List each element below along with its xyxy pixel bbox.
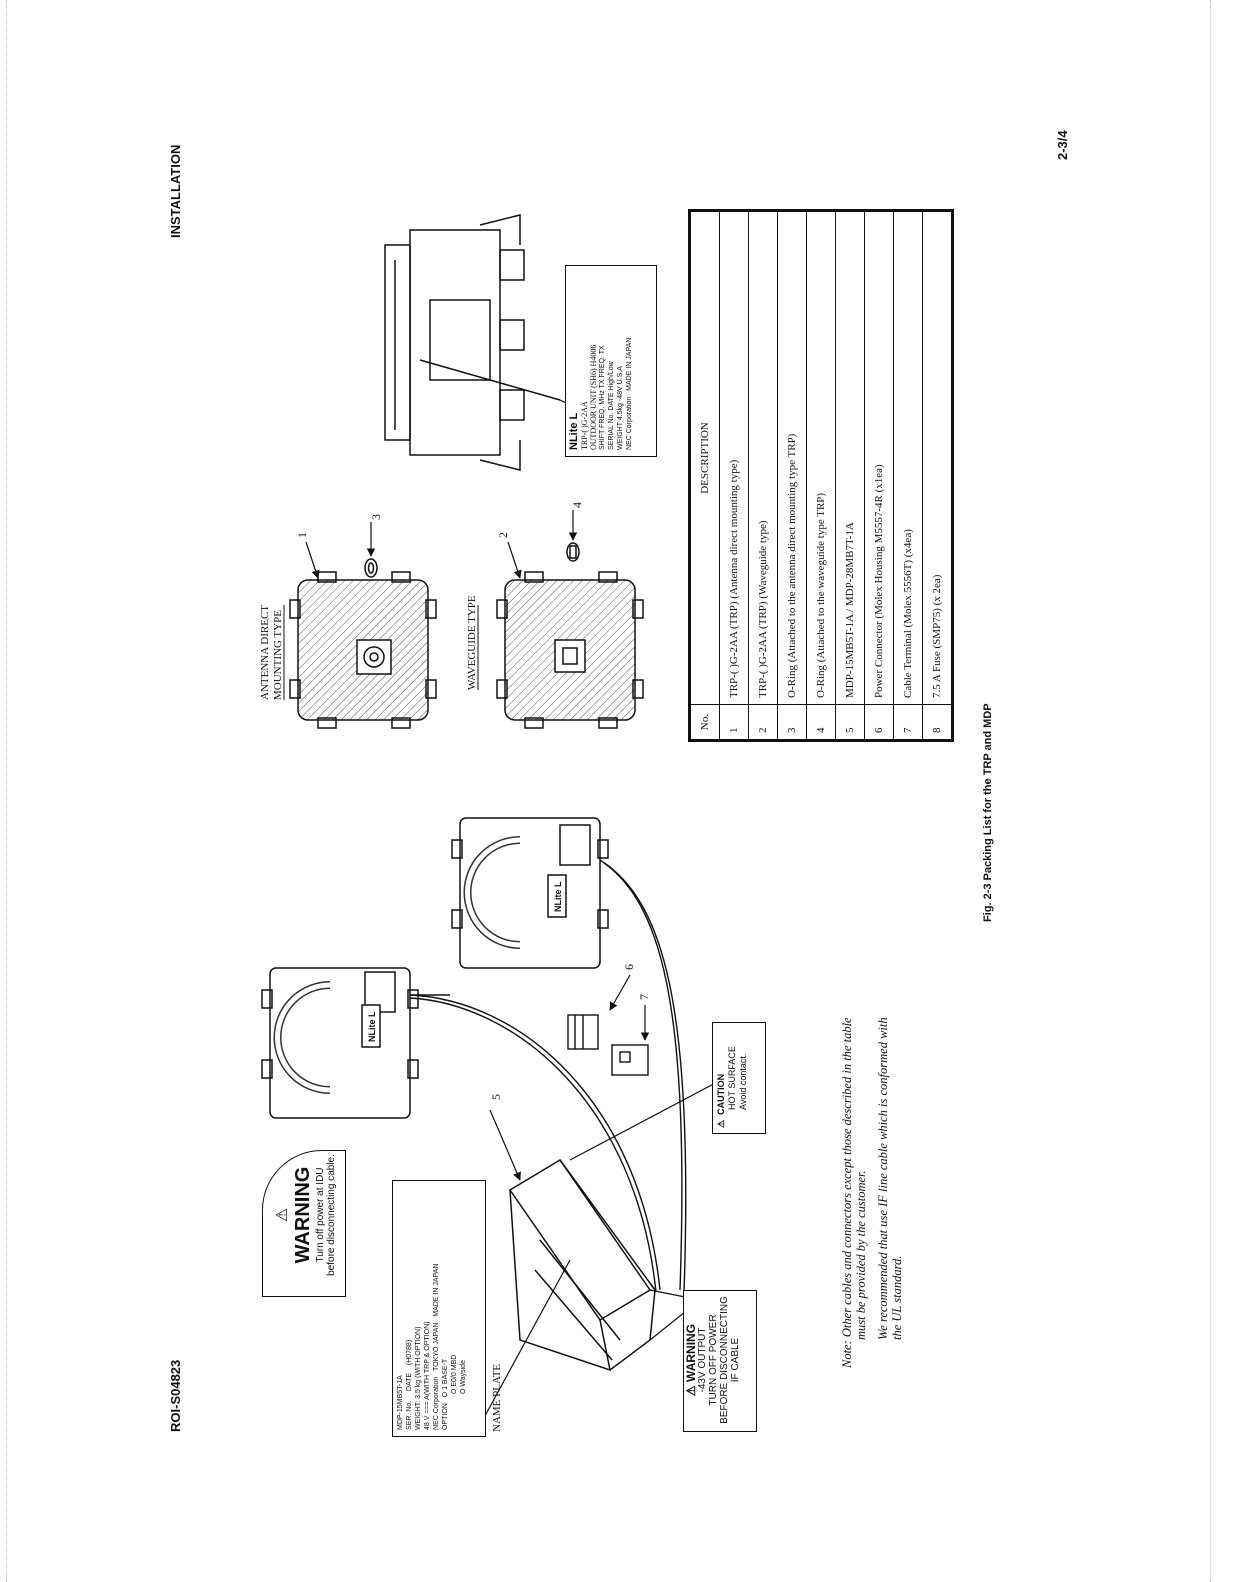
doc-id: ROI-S04823 — [168, 1359, 183, 1432]
o-ring-4 — [567, 543, 579, 561]
mdp-option-2: O E0/0 MBD — [451, 1354, 458, 1394]
mdp-origin: MADE IN JAPAN — [433, 1263, 440, 1317]
brand-logo-text: NLite L — [553, 881, 563, 912]
row-description: TRP-( )G-2AA (TRP) (Antenna direct mounting type) — [720, 211, 749, 705]
section-header: INSTALLATION — [168, 144, 183, 238]
trp-origin: MADE IN JAPAN — [626, 337, 633, 391]
mdp-warning-line4: IF CABLE — [730, 1337, 741, 1383]
trp-usa: U.S.A — [617, 366, 624, 385]
row-description: MDP-15MB5T-1A / MDP-28MB7T-1A — [836, 211, 865, 705]
trp-shift-freq: SHIFT FREQ. MHz — [599, 390, 606, 450]
note-line-1: Note: Other cables and connectors except those described in the table — [840, 1017, 854, 1368]
trp-antenna-direct-drawing — [290, 572, 436, 728]
note-line-3: We recommended that use IF line cable which is conformed with — [876, 1017, 890, 1340]
trp-tx: TX — [599, 345, 606, 355]
mdp-maker: NEC Corporation — [433, 1376, 440, 1430]
mdp-warning-label-text — [686, 1292, 741, 1428]
waveguide-label: WAVEGUIDE TYPE — [466, 595, 478, 690]
callout-4: 4 — [570, 502, 584, 508]
antenna-direct-label-1: ANTENNA DIRECT — [259, 604, 271, 700]
mdp-serial: SER. No. — [406, 1400, 413, 1430]
callout-1: 1 — [295, 532, 309, 538]
mdp-nameplate-text — [396, 1180, 468, 1430]
row-description: Power Connector (Molex Housing M5557-4R (x1ea) — [865, 211, 894, 705]
trp-unit: OUTDOOR UNIT — [589, 389, 598, 450]
row-description: O-Ring (Attached to the waveguide type TRP) — [807, 211, 836, 705]
trp-code: (SH6) — [589, 368, 598, 388]
trp-waveguide-drawing — [497, 572, 643, 728]
mdp-power: 48 V === A(WITH TRP & OPTION) — [424, 1321, 431, 1430]
row-description: O-Ring (Attached to the antenna direct mounting type TRP) — [778, 211, 807, 705]
callout-3: 3 — [369, 514, 383, 520]
mdp-weight: WEIGHT: 3.5 kg (WITH OPTION) — [415, 1326, 422, 1430]
caution-label-text — [716, 1024, 749, 1128]
trp-serial: SERIAL No. — [608, 412, 615, 450]
mdp-warning-line2: TURN OFF POWER — [708, 1314, 719, 1406]
nlite-logo-right — [548, 875, 566, 917]
trp-tx-freq: TX FREQ. — [599, 356, 606, 389]
trp-warning-label-text — [272, 1150, 337, 1280]
col-description-header: DESCRIPTION — [690, 211, 720, 705]
note-line-4: the UL standard. — [890, 1255, 904, 1340]
row-description: Cable Terminal (Molex 5556T) (x4ea) — [894, 211, 923, 705]
row-description: 7.5 A Fuse (SMP75) (x 2ea) — [923, 211, 953, 705]
callout-5: 5 — [489, 1094, 503, 1100]
trp-nameplate-text — [568, 265, 634, 450]
trp-warning-title: WARNING — [292, 1166, 314, 1264]
mdp-option-3: O Wayside — [460, 1360, 467, 1394]
nlite-logo-left — [362, 1005, 380, 1047]
trp-hilo: High/Low — [608, 361, 615, 391]
mdp-city: TOKYO JAPAN — [433, 1322, 440, 1371]
mdp-warning-line3: BEFORE DISCONNECTING — [719, 1296, 730, 1424]
warning-triangle-icon: ⚠ — [274, 1207, 291, 1223]
caution-line2: Avoid contact. — [738, 1053, 748, 1110]
row-no: 2 — [749, 705, 778, 741]
cable-terminal-7 — [612, 1045, 648, 1075]
brand-logo-text: NLite L — [367, 1011, 377, 1042]
trp-weight: WEIGHT 4.5kg -48V — [617, 386, 624, 450]
mdp-warning-title: ⚠ WARNING — [684, 1323, 698, 1397]
page-number: 2-3/4 — [1055, 130, 1070, 160]
trp-front-left-drawing — [262, 968, 450, 1118]
power-connector-6 — [568, 1015, 598, 1049]
mdp-warning-line1: -43V OUTPUT — [697, 1327, 708, 1393]
row-description: TRP-( )G-2AA (TRP) (Waveguide type) — [749, 211, 778, 705]
trp-side-view-drawing — [385, 215, 560, 470]
mdp-option-label: OPTION — [442, 1403, 449, 1430]
row-no: 8 — [923, 705, 953, 741]
trp-brand: NLite L — [568, 412, 580, 450]
note-line-2: must be provided by the customer. — [854, 1170, 868, 1340]
caution-title: ⚠ CAUTION — [716, 1073, 726, 1128]
mdp-date: DATE — [406, 1372, 413, 1392]
trp-front-right-drawing — [452, 818, 608, 968]
trp-hw: H4006 — [589, 344, 598, 367]
row-no: 5 — [836, 705, 865, 741]
trp-maker: NEC Corporation — [626, 396, 633, 450]
warning-triangle-icon: ⚠ — [716, 1119, 726, 1128]
row-no: 7 — [894, 705, 923, 741]
warning-triangle-icon: ⚠ — [684, 1385, 698, 1397]
o-ring-3 — [365, 559, 377, 577]
callout-leaders-bottom — [480, 400, 740, 1425]
callout-2: 2 — [496, 532, 510, 538]
mdp-code: (H0788) — [406, 1339, 413, 1366]
callout-leaders-top — [306, 510, 573, 578]
mdp-model: MDP-15MB5T-1A — [397, 1375, 404, 1430]
figure-caption: Fig. 2-3 Packing List for the TRP and MDP — [982, 703, 994, 922]
trp-model: TRP-( )G-2AA — [580, 401, 589, 450]
trp-warning-line1: Turn off power at IDU — [315, 1167, 326, 1263]
callout-6: 6 — [622, 964, 636, 970]
antenna-direct-label-2: MOUNTING TYPE — [272, 610, 284, 700]
mdp-option-1: O 1 BASE-T — [442, 1358, 449, 1398]
row-no: 6 — [865, 705, 894, 741]
trp-date: DATE — [608, 392, 615, 411]
trp-warning-line2: before disconnecting cable. — [326, 1154, 337, 1276]
row-no: 3 — [778, 705, 807, 741]
callout-7: 7 — [637, 994, 651, 1000]
row-no: 4 — [807, 705, 836, 741]
row-no: 1 — [720, 705, 749, 741]
col-no-header: No. — [690, 705, 720, 741]
caution-line1: HOT SURFACE — [727, 1046, 737, 1110]
name-plate-label: NAME PLATE — [491, 1363, 503, 1432]
